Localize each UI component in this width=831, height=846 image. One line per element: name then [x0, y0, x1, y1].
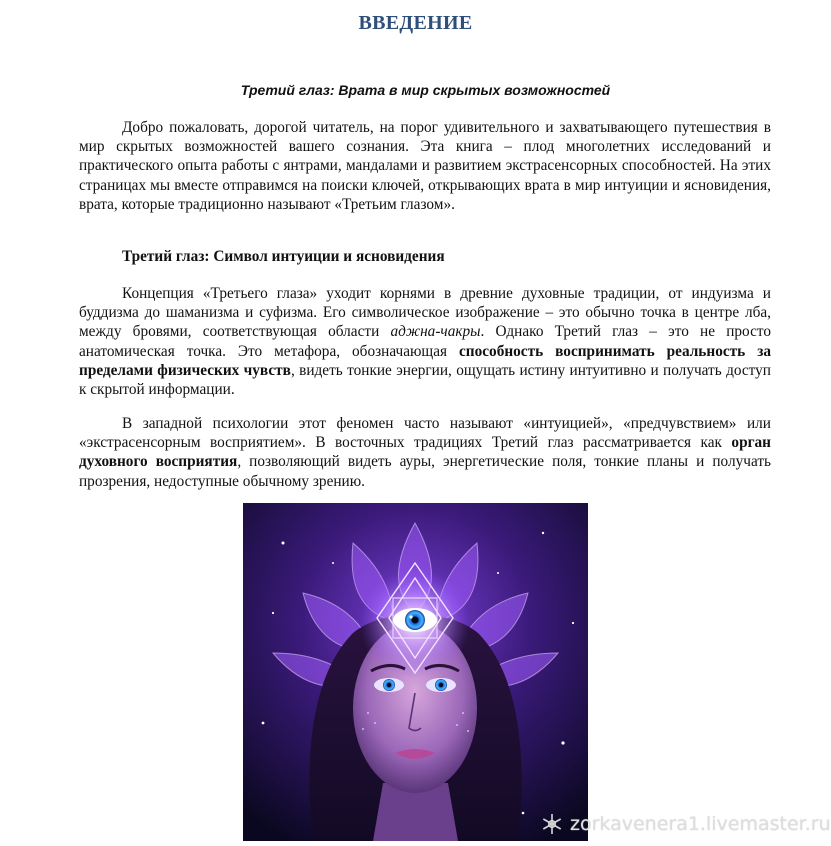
- portrait-svg: [243, 503, 588, 841]
- bold-phrase: способность воспринимать реальность за пределами физических чувств: [79, 342, 772, 379]
- paragraph-psychology: [79, 414, 771, 491]
- bold-phrase: орган духовного восприятия: [79, 434, 771, 471]
- paragraph-concept: [79, 284, 771, 399]
- snowflake-icon: [540, 812, 564, 836]
- watermark: [540, 810, 831, 838]
- chapter-subtitle: Третий глаз: Врата в мир скрытых возможностей: [240, 82, 611, 98]
- third-eye-portrait-illustration: [243, 503, 588, 841]
- paragraph-text: , позволяющий видеть ауры, энергетические поля, тонкие планы и получать прозрения, недоступные обычному зрению.: [79, 453, 771, 490]
- paragraph-text: Концепция «Третьего глаза» уходит корнями в древние духовные традиции, от индуизма и буддизма до шаманизма и суфизма. Его символическое изображение – это обычно точка в центре лба, между бровями, соответствующая области: [79, 285, 771, 341]
- section-title: Третий глаз: Символ интуиции и ясновидения: [122, 248, 445, 265]
- paragraph-text: . Однако Третий глаз – это не просто анатомическая точка. Это метафора, обозначающая: [79, 323, 772, 360]
- page-heading: ВВЕДЕНИЕ: [358, 12, 473, 34]
- italic-term: аджна-чакры: [390, 323, 481, 341]
- paragraph-intro: Добро пожаловать, дорогой читатель, на порог удивительного и захватывающего путешествия в мир скрытых возможностей вашего сознания. Эта книга – плод многолетних исследований и практического опыта работы с янтрами, мандалами и развитием экстрасенсорных способностей. На этих страницах мы вместе отправимся на поиски ключей, открывающих врата в мир интуиции и ясновидения, врата, которые традиционно называют «Третьим глазом».: [79, 119, 771, 213]
- watermark-text: zorkavenera1.livemaster.ru: [570, 813, 831, 835]
- paragraph-text: , видеть тонкие энергии, ощущать истину интуитивно и получать доступ к скрытой информации.: [79, 361, 771, 399]
- paragraph-text: В западной психологии этот феномен часто называют «интуицией», «предчувствием» или «экстрасенсорным восприятием». В восточных традициях Третий глаз рассматривается как: [79, 415, 771, 452]
